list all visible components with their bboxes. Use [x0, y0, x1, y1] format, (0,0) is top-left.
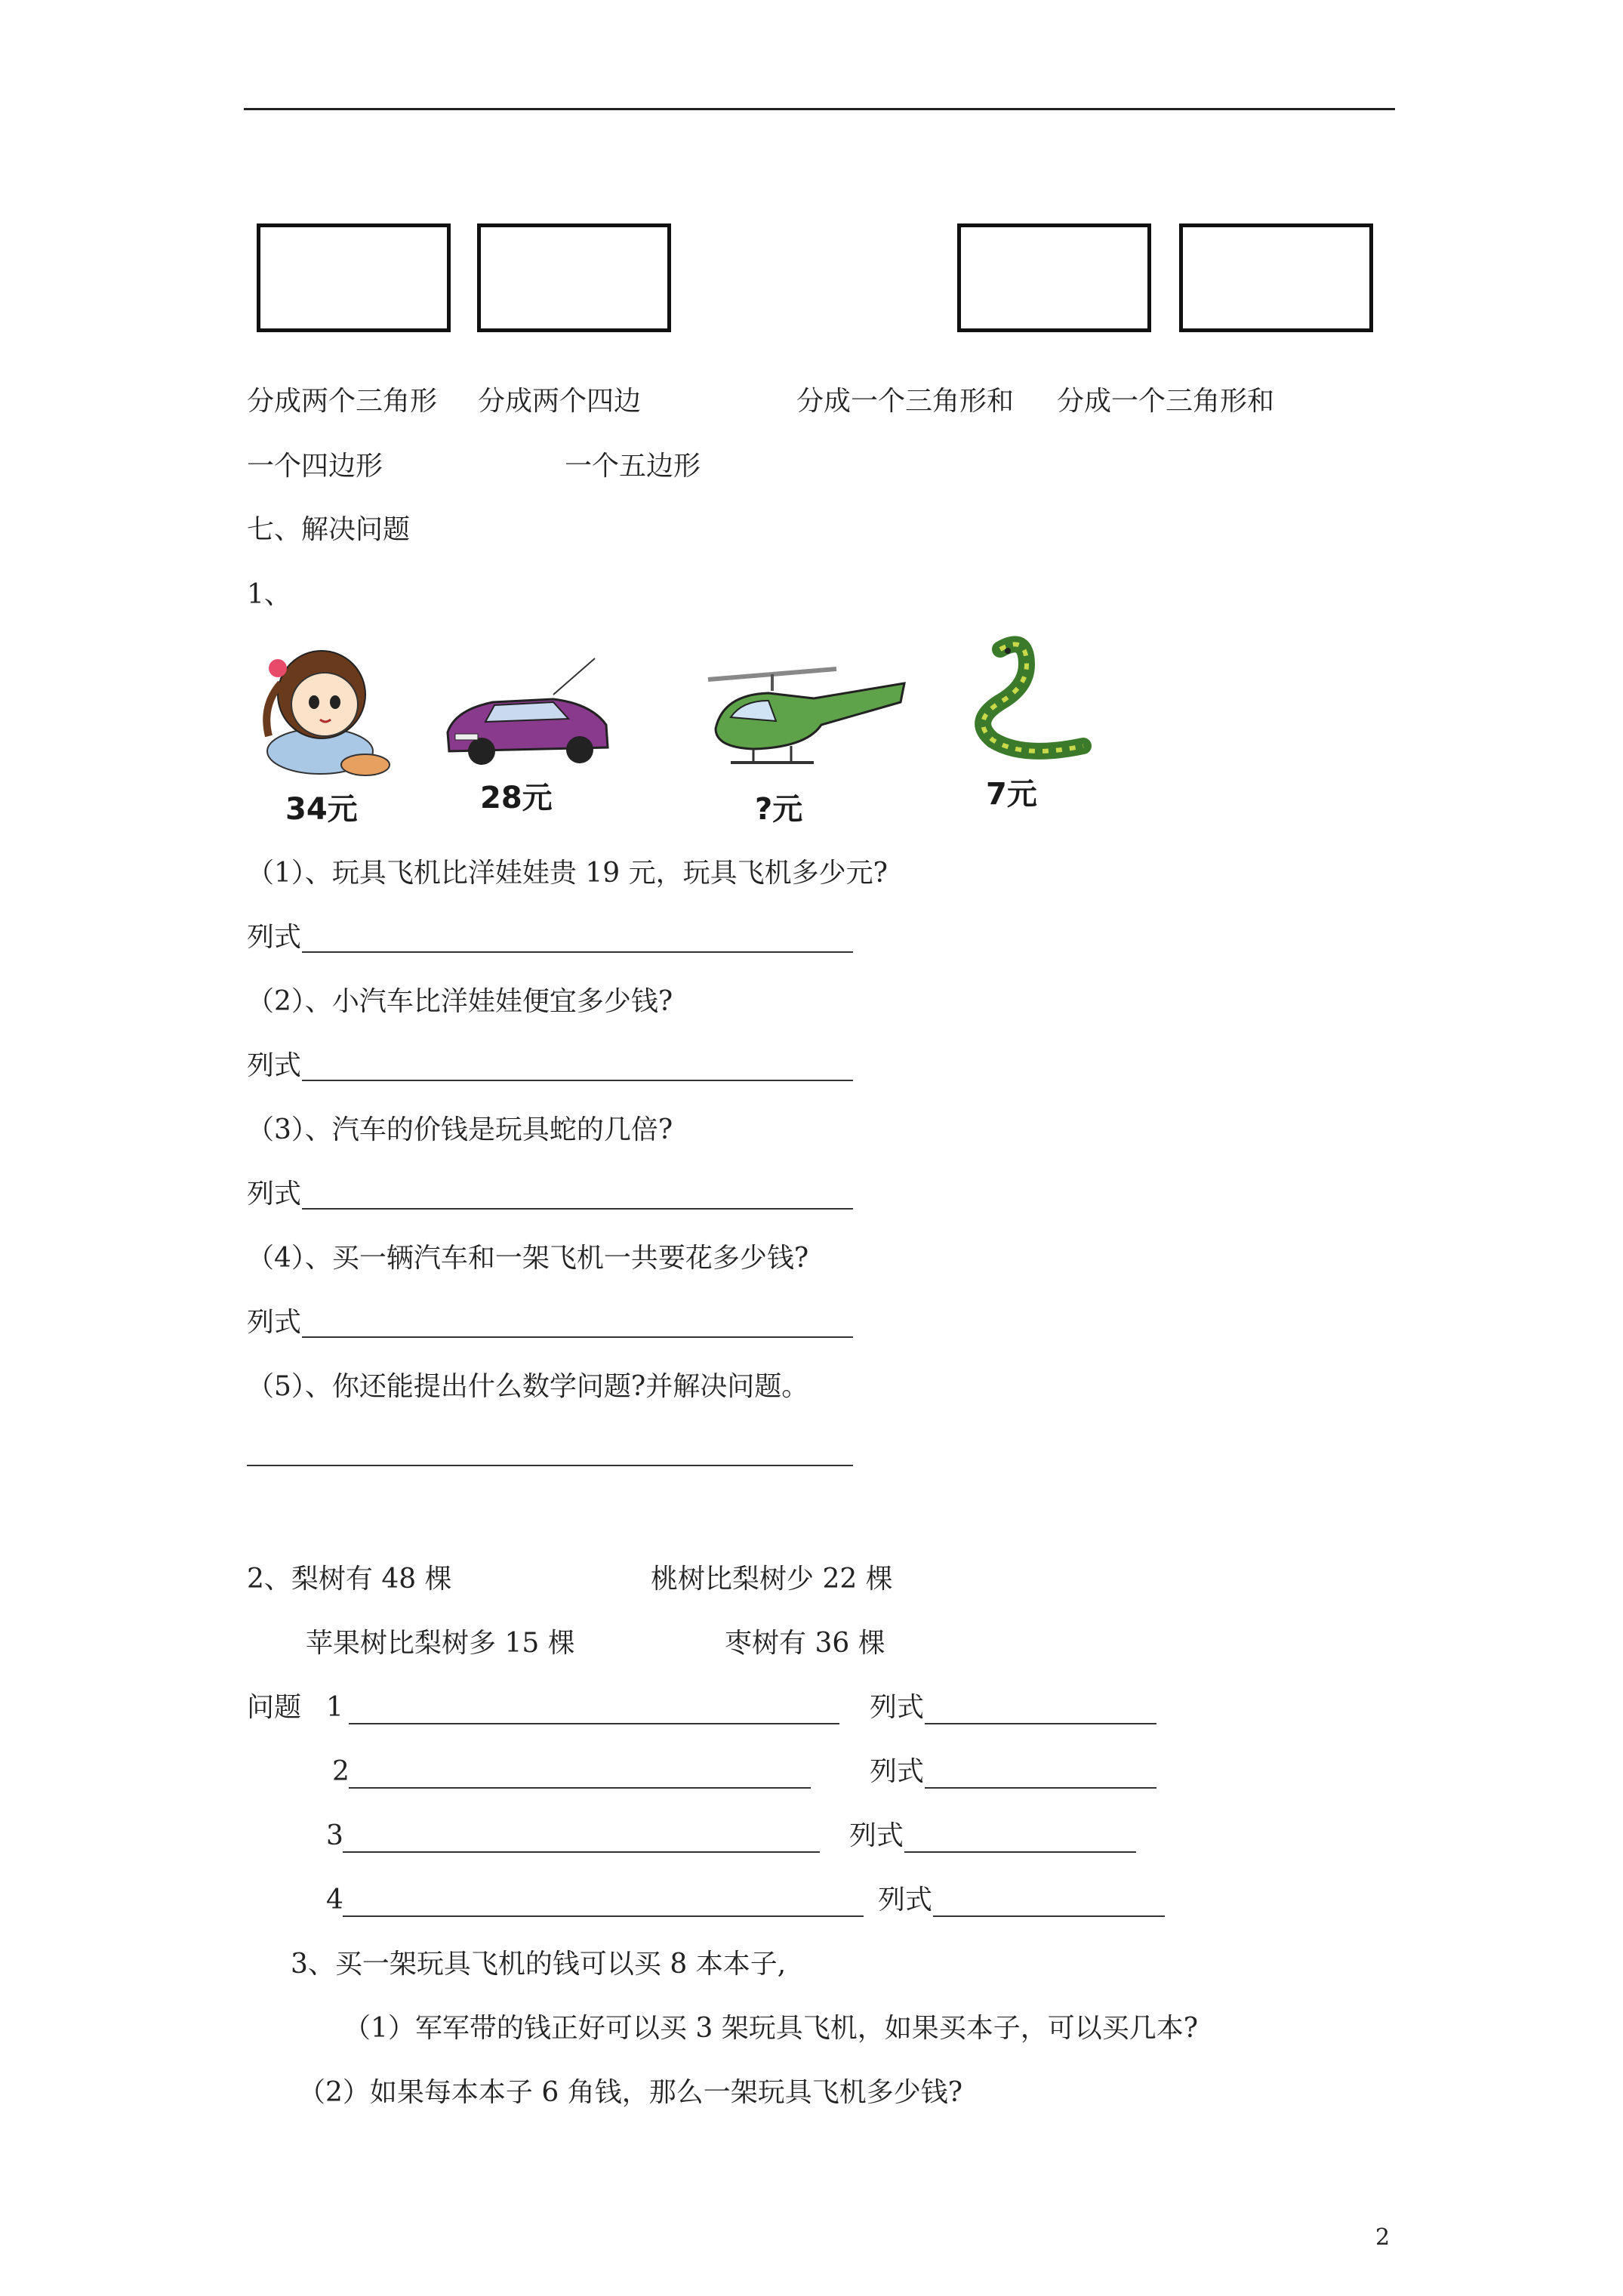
q2-fact-4: 枣树有 36 棵 — [725, 1628, 885, 1659]
q2-question-line-1[interactable] — [349, 1723, 839, 1724]
q1-answer-label-3: 列式 — [247, 1179, 302, 1210]
snake-image — [955, 634, 1106, 766]
page-number: 2 — [1375, 2224, 1390, 2251]
shape-label-3: 分成一个三角形和 — [796, 386, 1015, 417]
q2-question-line-4[interactable] — [343, 1915, 864, 1917]
rectangle-2 — [477, 223, 671, 332]
q2-answer-line-3[interactable] — [904, 1851, 1136, 1853]
q1-sub-2: （2）、小汽车比洋娃娃便宜多少钱? — [247, 986, 673, 1017]
q1-answer-line-1[interactable] — [302, 951, 853, 953]
q2-question-label: 问题 — [247, 1692, 302, 1723]
q1-answer-label-1: 列式 — [247, 922, 302, 953]
q2-question-line-2[interactable] — [349, 1787, 811, 1789]
q1-sub-5: （5）、你还能提出什么数学问题?并解决问题。 — [247, 1371, 809, 1402]
header-rule — [244, 108, 1395, 110]
q2-question-line-3[interactable] — [343, 1851, 820, 1853]
doll-image — [246, 638, 397, 781]
rectangle-3 — [957, 223, 1151, 332]
q2-question-number-3: 3 — [326, 1820, 343, 1851]
shape-label-2: 分成两个四边 — [478, 386, 642, 417]
rectangle-1 — [257, 223, 451, 332]
q1-sub-4: （4）、买一辆汽车和一架飞机一共要花多少钱? — [247, 1243, 809, 1274]
question-1-number: 1、 — [247, 579, 291, 610]
q3-sub-2: （2）如果每本本子 6 角钱，那么一架玩具飞机多少钱? — [298, 2077, 962, 2108]
q2-answer-label-3: 列式 — [849, 1820, 904, 1851]
q2-question-number-4: 4 — [326, 1885, 343, 1915]
helicopter-image — [701, 657, 919, 778]
snake-price: 7元 — [986, 777, 1037, 812]
q1-answer-label-4: 列式 — [247, 1307, 302, 1338]
shape-label-4: 分成一个三角形和 — [1057, 386, 1275, 417]
q1-answer-line-4[interactable] — [302, 1336, 853, 1338]
q2-answer-label-2: 列式 — [870, 1756, 925, 1787]
q1-sub-3: （3）、汽车的价钱是玩具蛇的几倍? — [247, 1114, 673, 1145]
q1-answer-line-5[interactable] — [247, 1465, 853, 1466]
doll-price: 34元 — [285, 792, 358, 827]
q2-answer-line-1[interactable] — [925, 1723, 1156, 1724]
q1-answer-line-3[interactable] — [302, 1208, 853, 1210]
q2-fact-1: 2、梨树有 48 棵 — [247, 1564, 452, 1595]
car-image — [440, 649, 614, 778]
section-title: 七、解决问题 — [247, 514, 411, 545]
q2-fact-3: 苹果树比梨树多 15 棵 — [306, 1628, 575, 1659]
q2-question-number-1: 1 — [326, 1692, 343, 1723]
q2-answer-label-1: 列式 — [870, 1692, 925, 1723]
q1-answer-label-2: 列式 — [247, 1050, 302, 1081]
q2-answer-line-4[interactable] — [933, 1915, 1165, 1917]
q1-sub-1: （1）、玩具飞机比洋娃娃贵 19 元，玩具飞机多少元? — [247, 858, 888, 889]
shape-label-1: 分成两个三角形 — [247, 386, 438, 417]
q2-answer-label-4: 列式 — [878, 1885, 933, 1915]
q2-fact-2: 桃树比梨树少 22 棵 — [651, 1564, 893, 1595]
shape-label-line2-1: 一个四边形 — [247, 451, 383, 482]
q2-answer-line-2[interactable] — [925, 1787, 1156, 1789]
car-price: 28元 — [480, 781, 553, 815]
helicopter-price: ?元 — [755, 792, 803, 827]
q3-sub-1: （1）军军带的钱正好可以买 3 架玩具飞机，如果买本子，可以买几本? — [343, 2013, 1198, 2044]
q3-text: 3、买一架玩具飞机的钱可以买 8 本本子, — [291, 1949, 787, 1980]
shape-label-line2-2: 一个五边形 — [565, 451, 701, 482]
q2-question-number-2: 2 — [332, 1756, 350, 1787]
rectangle-4 — [1179, 223, 1373, 332]
q1-answer-line-2[interactable] — [302, 1080, 853, 1081]
